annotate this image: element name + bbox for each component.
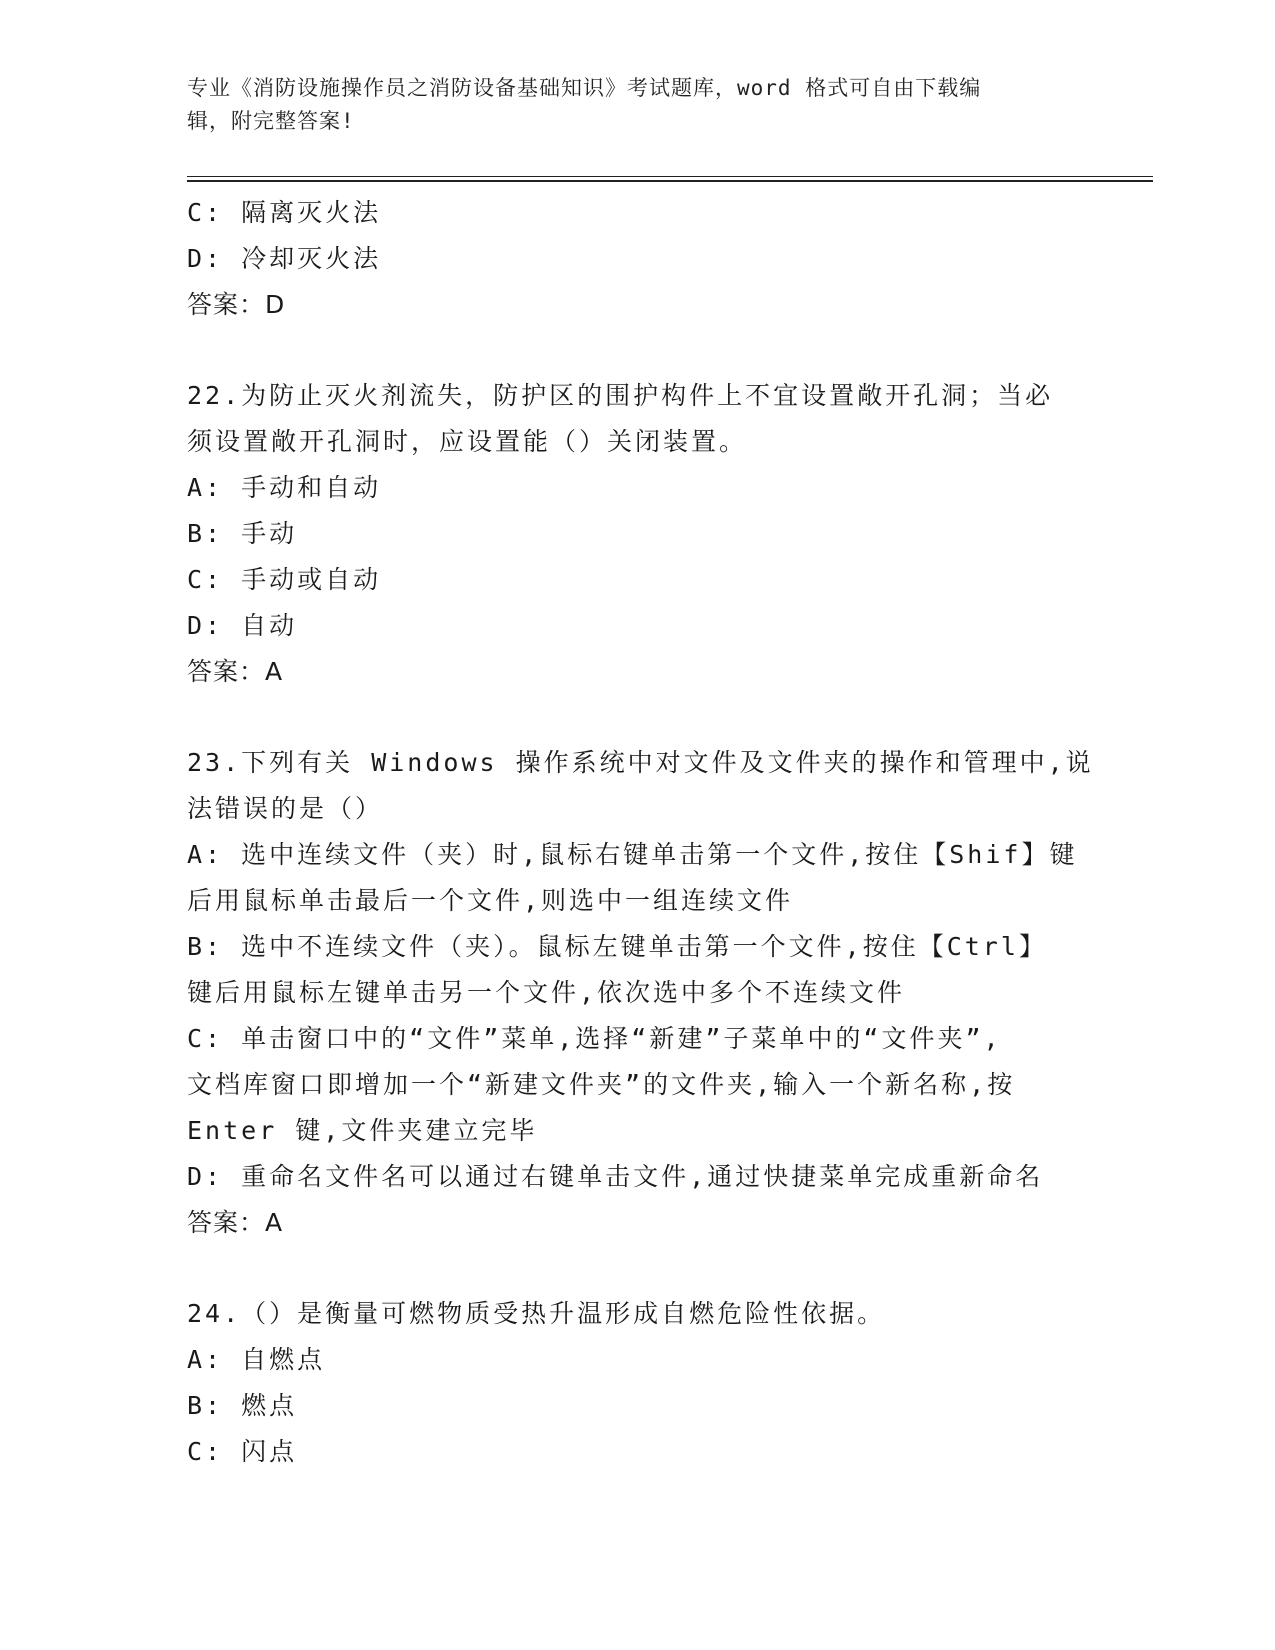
header-divider-thick bbox=[187, 180, 1153, 182]
option-c: C: 隔离灭火法 bbox=[187, 198, 382, 227]
option-b: B: 燃点 bbox=[187, 1391, 298, 1420]
header-line-2: 辑，附完整答案! bbox=[187, 109, 355, 133]
option-b-cont: 键后用鼠标左键单击另一个文件,依次选中多个不连续文件 bbox=[187, 978, 906, 1007]
question-stem: 23.下列有关 Windows 操作系统中对文件及文件夹的操作和管理中,说 bbox=[187, 748, 1094, 777]
option-c-cont: 文档库窗口即增加一个“新建文件夹”的文件夹,输入一个新名称,按 bbox=[187, 1070, 1016, 1099]
question-list bbox=[187, 190, 1094, 1475]
question-24 bbox=[187, 1291, 1087, 1475]
option-b: B: 选中不连续文件（夹）。鼠标左键单击第一个文件,按住【Ctrl】 bbox=[187, 932, 1047, 961]
question-stem-cont: 法错误的是（） bbox=[187, 794, 384, 823]
option-d: D: 重命名文件名可以通过右键单击文件,通过快捷菜单完成重新命名 bbox=[187, 1162, 1044, 1191]
header-line-1: 专业《消防设施操作员之消防设备基础知识》考试题库，word 格式可自由下载编 bbox=[187, 76, 982, 100]
question-21-tail bbox=[187, 190, 1087, 328]
option-c: C: 单击窗口中的“文件”菜单,选择“新建”子菜单中的“文件夹”, bbox=[187, 1024, 1002, 1053]
question-stem: 24.（）是衡量可燃物质受热升温形成自燃危险性依据。 bbox=[187, 1299, 886, 1328]
answer: 答案：A bbox=[187, 1208, 284, 1237]
option-d: D: 自动 bbox=[187, 611, 298, 640]
question-stem: 22.为防止灭火剂流失，防护区的围护构件上不宜设置敞开孔洞；当必 bbox=[187, 381, 1054, 410]
header-divider-thin bbox=[187, 176, 1153, 177]
option-a: A: 手动和自动 bbox=[187, 473, 382, 502]
option-c-cont-2: Enter 键,文件夹建立完毕 bbox=[187, 1116, 538, 1145]
question-22 bbox=[187, 373, 1087, 695]
question-23 bbox=[187, 740, 1094, 1246]
option-c: C: 闪点 bbox=[187, 1437, 298, 1466]
page-header bbox=[187, 72, 1067, 138]
option-a-cont: 后用鼠标单击最后一个文件,则选中一组连续文件 bbox=[187, 886, 794, 915]
answer: 答案：A bbox=[187, 657, 284, 686]
option-a: A: 自燃点 bbox=[187, 1345, 326, 1374]
question-stem-cont: 须设置敞开孔洞时，应设置能（）关闭装置。 bbox=[187, 427, 748, 456]
option-b: B: 手动 bbox=[187, 519, 298, 548]
option-a: A: 选中连续文件（夹）时,鼠标右键单击第一个文件,按住【Shif】键 bbox=[187, 840, 1078, 869]
option-d: D: 冷却灭火法 bbox=[187, 244, 382, 273]
option-c: C: 手动或自动 bbox=[187, 565, 382, 594]
answer: 答案：D bbox=[187, 290, 286, 319]
